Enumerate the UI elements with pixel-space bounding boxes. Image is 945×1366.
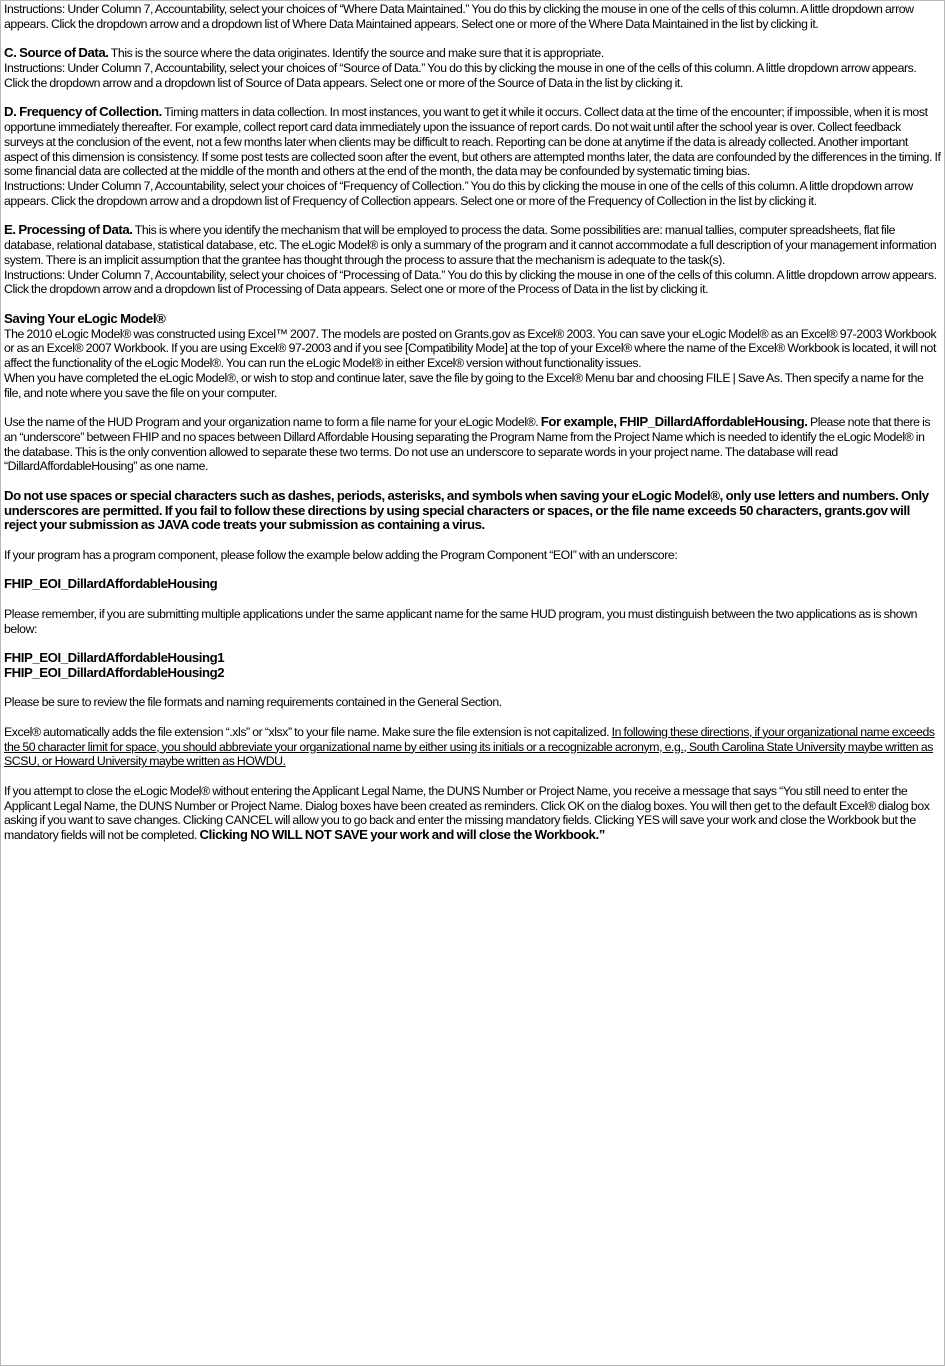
frequency-heading: D. Frequency of Collection. bbox=[4, 104, 162, 120]
processing-paragraph bbox=[4, 223, 941, 267]
component-intro: If your program has a program component, please follow the example below adding the Program Component “EOI” with an underscore: bbox=[4, 547, 678, 562]
saving-paragraph-1: The 2010 eLogic Model® was constructed using Excel™ 2007. The models are posted on Grants.gov as Excel® 2003. You can save your eLogic Model® as an Excel® 97-2003 Workbook or as an Excel® 2007 Workbook. If you are using Excel® 97-2003 and if you see [Compatibility Mode] at the top of your Excel® where the name of the Excel® Workbook is located, it will not affect the functionality of the eLogic Model®. You can run the eLogic Model® in either Excel® version without functionality issues. bbox=[4, 326, 937, 370]
naming-paragraph bbox=[4, 415, 941, 474]
where-data-maintained-instructions: Instructions: Under Column 7, Accountability, select your choices of “Where Data Maintained.” You do this by clicking the mouse in one of the cells of this column. A little dropdown arrow appears. Click the dropdown arrow and a dropdown list of Where Data Maintained appears. Select one or more of the Where Data Maintained in the list by clicking it. bbox=[4, 2, 914, 31]
review-note: Please be sure to review the file formats and naming requirements contained in the General Section. bbox=[4, 695, 502, 710]
naming-note: Please note that there is an “underscore” between FHIP and no spaces between Dillard Affordable Housing separating the Program Name from the Project Name which is needed to identify the eLogic Model® in the database. This is the only convention allowed to separate these two terms. Do not use an underscore to separate words in your project name. The database will read “DillardAffordableHousing” as one name. bbox=[4, 415, 931, 474]
naming-example: For example, FHIP_DillardAffordableHousing. bbox=[540, 414, 808, 429]
abbreviation-note: In following these directions, if your organizational name exceeds the 50 character limit for space, you should abbreviate your organizational name by either using its initials or a recognizable acronym, e.g., South Carolina State University maybe written as SCSU, or Howard University maybe written as HOWDU. bbox=[4, 724, 935, 769]
component-example: FHIP_EOI_DillardAffordableHousing bbox=[4, 576, 218, 592]
processing-body: This is where you identify the mechanism that will be employed to process the data. Some possibilities are: manual tallies, computer spreadsheets, flat file database, relational database, statistical database, etc. The eLogic Model® is only a summary of the program and it cannot accommodate a full description of your management information system. There is an implicit assumption that the grantee has thought through the process to assure that the mechanism is adequate to the task(s). bbox=[4, 223, 937, 267]
document-content bbox=[1, 1, 944, 843]
multiple-example-2: FHIP_EOI_DillardAffordableHousing2 bbox=[4, 664, 225, 680]
processing-instructions: Instructions: Under Column 7, Accountability, select your choices of “Processing of Data.” You do this by clicking the mouse in one of the cells of this column. A little dropdown arrow appears. Click the dropdown arrow and a dropdown list of Processing of Data appears. Select one or more of the Process of Data in the list by clicking it. bbox=[4, 267, 937, 297]
source-of-data-body: This is the source where the data originates. Identify the source and make sure that it is appropriate. bbox=[108, 46, 604, 61]
close-text: If you attempt to close the eLogic Model® without entering the Applicant Legal Name, the DUNS Number or Project Name, you receive a message that says “You still need to enter the Applicant Legal Name, the DUNS Number or Project Name. Dialog boxes have been created as reminders. Click OK on the dialog boxes. You will then get to the default Excel® dialog box asking if you want to save changes. Clicking CANCEL will allow you to go back and enter the missing mandatory fields. Clicking YES will save your work and close the Workbook but the mandatory fields will not be completed. bbox=[4, 783, 930, 842]
frequency-instructions: Instructions: Under Column 7, Accountability, select your choices of “Frequency of Collection.” You do this by clicking the mouse in one of the cells of this column. A little dropdown arrow appears. Click the dropdown arrow and a dropdown list of Frequency of Collection appears. Select one or more of the Frequency of Collection in the list by clicking it. bbox=[4, 179, 913, 208]
saving-paragraph-2: When you have completed the eLogic Model®, or wish to stop and continue later, save the file by going to the Excel® Menu bar and choosing FILE | Save As. Then specify a name for the file, and note where you save the file on your computer. bbox=[4, 370, 924, 400]
source-of-data-heading: C. Source of Data. bbox=[4, 45, 109, 61]
processing-heading: E. Processing of Data. bbox=[4, 222, 133, 238]
frequency-paragraph bbox=[4, 105, 941, 179]
frequency-body: Timing matters in data collection. In most instances, you want to get it while it occurs. Collect data at the time of the encounter; if impossible, when it is most opportune immediately thereafter. For example, collect report card data immediately upon the issuance of report cards. Do not wait until after the school year is over. Collect feedback surveys at the conclusion of the event, not a few months later when clients may be difficult to reach. Reporting can be done at anytime if the data is already collected. Another important aspect of this dimension is consistency. If some post tests are collected soon after the event, but others are attempted months later, the data are confounded by the differences in the timing. If some financial data are collected at the middle of the month and others at the end of the month, the data may be confounded by systematic timing bias. bbox=[4, 105, 941, 179]
naming-text: Use the name of the HUD Program and your organization name to form a file name for your eLogic Model®. bbox=[4, 415, 541, 429]
saving-heading: Saving Your eLogic Model® bbox=[4, 310, 166, 326]
multiple-example-1: FHIP_EOI_DillardAffordableHousing1 bbox=[4, 650, 225, 665]
source-of-data-paragraph bbox=[4, 46, 941, 61]
close-warning: Clicking NO WILL NOT SAVE your work and will close the Workbook.” bbox=[199, 827, 605, 842]
extension-text: Excel® automatically adds the file extension “.xls” or “xlsx” to your file name. Make sure the file extension is not capitalized. bbox=[4, 724, 612, 739]
multiple-intro: Please remember, if you are submitting multiple applications under the same applicant name for the same HUD program, you must distinguish between the two applications as is shown below: bbox=[4, 606, 918, 636]
source-of-data-instructions: Instructions: Under Column 7, Accountability, select your choices of “Source of Data.” You do this by clicking the mouse in one of the cells of this column. A little dropdown arrow appears. Click the dropdown arrow and a dropdown list of Source of Data appears. Select one or more of the Source of Data in the list by clicking it. bbox=[4, 61, 917, 90]
extension-paragraph bbox=[4, 725, 941, 769]
naming-warning: Do not use spaces or special characters such as dashes, periods, asterisks, and symbols when saving your eLogic Model®, only use letters and numbers. Only underscores are permitted. If you fail to follow these directions by using special characters or spaces, or the file name exceeds 50 characters, grants.gov will reject your submission as JAVA code treats your submission as containing a virus. bbox=[4, 487, 929, 533]
close-paragraph bbox=[4, 784, 941, 843]
